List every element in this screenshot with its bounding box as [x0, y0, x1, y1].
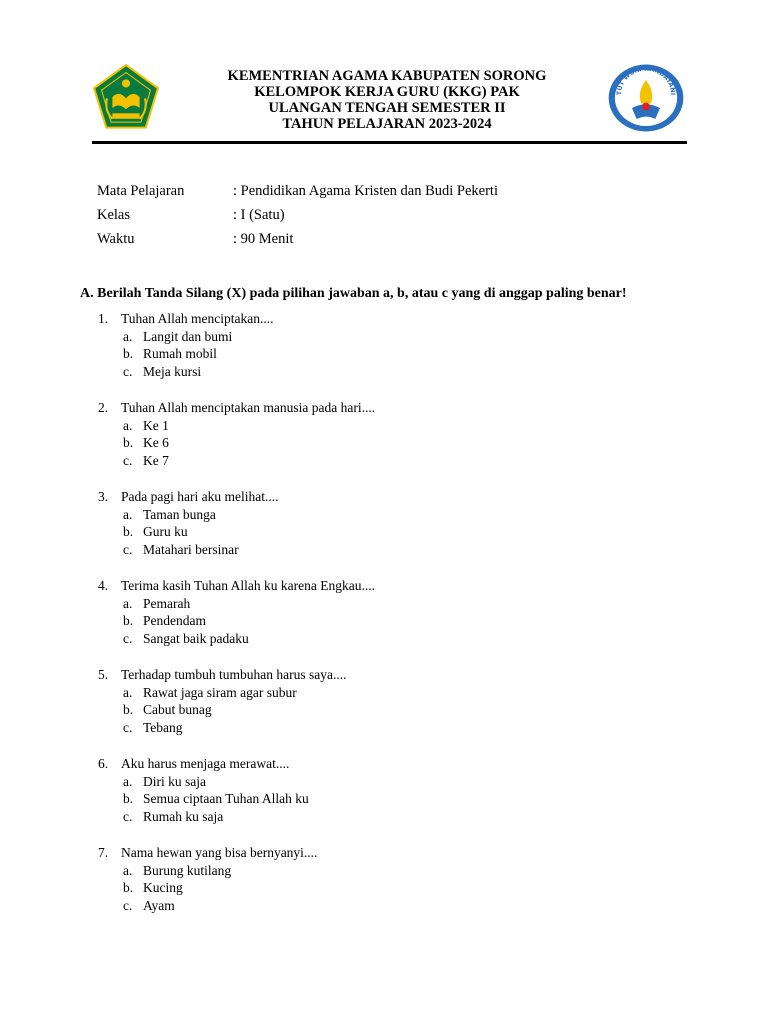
option-letter: b. [123, 435, 134, 450]
header-line-exam: ULANGAN TENGAH SEMESTER II [268, 100, 506, 116]
info-row-class [97, 205, 498, 229]
option-text: Rumah ku saja [143, 808, 224, 824]
option-text: Langit dan bumi [143, 328, 233, 344]
header-line-kkg: KELOMPOK KERJA GURU (KKG) PAK [254, 84, 520, 100]
question-list [98, 310, 375, 933]
kementerian-agama-emblem-icon [92, 63, 160, 131]
question-5 [98, 666, 375, 736]
question-number: 3. [98, 489, 109, 504]
option-text: Matahari bersinar [143, 541, 239, 557]
option-letter: a. [123, 773, 133, 789]
header-title-block [170, 68, 604, 132]
question-4 [98, 577, 375, 647]
option-letter: b. [123, 791, 134, 806]
option-text: Meja kursi [143, 363, 202, 379]
question-text: Pada pagi hari aku melihat.... [121, 489, 279, 504]
option-letter: c. [123, 452, 133, 468]
question-number: 1. [98, 311, 109, 326]
option-letter: b. [123, 702, 134, 717]
header-line-ministry: KEMENTRIAN AGAMA KABUPATEN SORONG [227, 68, 547, 84]
option-text: Kucing [143, 880, 183, 895]
question-1 [98, 310, 375, 380]
option-text: Cabut bunag [143, 702, 212, 717]
tut-wuri-handayani-emblem-icon [606, 63, 686, 133]
info-label: Waktu [97, 231, 135, 247]
exam-info [97, 181, 498, 253]
question-text: Tuhan Allah menciptakan.... [121, 311, 274, 326]
question-6 [98, 755, 375, 825]
option-text: Rawat jaga siram agar subur [143, 684, 297, 700]
right-logo-motto: TUT WURI HANDAYANI [616, 65, 676, 96]
option-letter: b. [123, 613, 134, 628]
option-text: Tebang [143, 719, 183, 735]
option-letter: b. [123, 346, 134, 361]
option-letter: c. [123, 719, 133, 735]
option-letter: c. [123, 808, 133, 824]
question-text: Terima kasih Tuhan Allah ku karena Engkau.... [121, 578, 376, 593]
option-text: Diri ku saja [143, 773, 206, 789]
option-letter: a. [123, 684, 133, 700]
option-letter: b. [123, 524, 134, 539]
question-number: 6. [98, 756, 109, 771]
option-letter: c. [123, 541, 133, 557]
option-text: Ke 7 [143, 452, 169, 468]
info-value: : 90 Menit [233, 231, 294, 247]
option-letter: a. [123, 595, 133, 611]
question-number: 5. [98, 667, 109, 682]
option-text: Ayam [143, 897, 175, 913]
option-text: Pendendam [143, 613, 206, 628]
header-line-year: TAHUN PELAJARAN 2023-2024 [282, 116, 492, 132]
section-a-instruction: A. Berilah Tanda Silang (X) pada pilihan jawaban a, b, atau c yang di anggap paling benar! [80, 286, 627, 301]
option-text: Semua ciptaan Tuhan Allah ku [143, 791, 309, 806]
question-number: 4. [98, 578, 109, 593]
option-text: Rumah mobil [143, 346, 217, 361]
info-value: : Pendidikan Agama Kristen dan Budi Pekerti [233, 183, 498, 199]
info-label: Mata Pelajaran [97, 183, 185, 199]
question-3 [98, 488, 375, 558]
option-text: Guru ku [143, 524, 188, 539]
question-text: Tuhan Allah menciptakan manusia pada hari.... [121, 400, 376, 415]
option-letter: c. [123, 630, 133, 646]
option-letter: a. [123, 417, 133, 433]
question-text: Terhadap tumbuh tumbuhan harus saya.... [121, 667, 347, 682]
option-letter: a. [123, 506, 133, 522]
option-letter: c. [123, 897, 133, 913]
info-value: : I (Satu) [233, 207, 285, 223]
question-2 [98, 399, 375, 469]
option-text: Pemarah [143, 595, 191, 611]
info-row-subject [97, 181, 498, 205]
question-7 [98, 844, 375, 914]
question-number: 7. [98, 845, 109, 860]
question-number: 2. [98, 400, 109, 415]
option-text: Sangat baik padaku [143, 630, 249, 646]
option-letter: c. [123, 363, 133, 379]
question-text: Nama hewan yang bisa bernyanyi.... [121, 845, 318, 860]
option-text: Taman bunga [143, 506, 216, 522]
question-text: Aku harus menjaga merawat.... [121, 756, 290, 771]
header-divider [92, 141, 687, 144]
option-text: Burung kutilang [143, 862, 232, 878]
option-text: Ke 6 [143, 435, 169, 450]
info-label: Kelas [97, 207, 131, 223]
option-text: Ke 1 [143, 417, 169, 433]
info-row-time [97, 229, 498, 253]
option-letter: b. [123, 880, 134, 895]
option-letter: a. [123, 862, 133, 878]
option-letter: a. [123, 328, 133, 344]
document-header [0, 0, 768, 150]
